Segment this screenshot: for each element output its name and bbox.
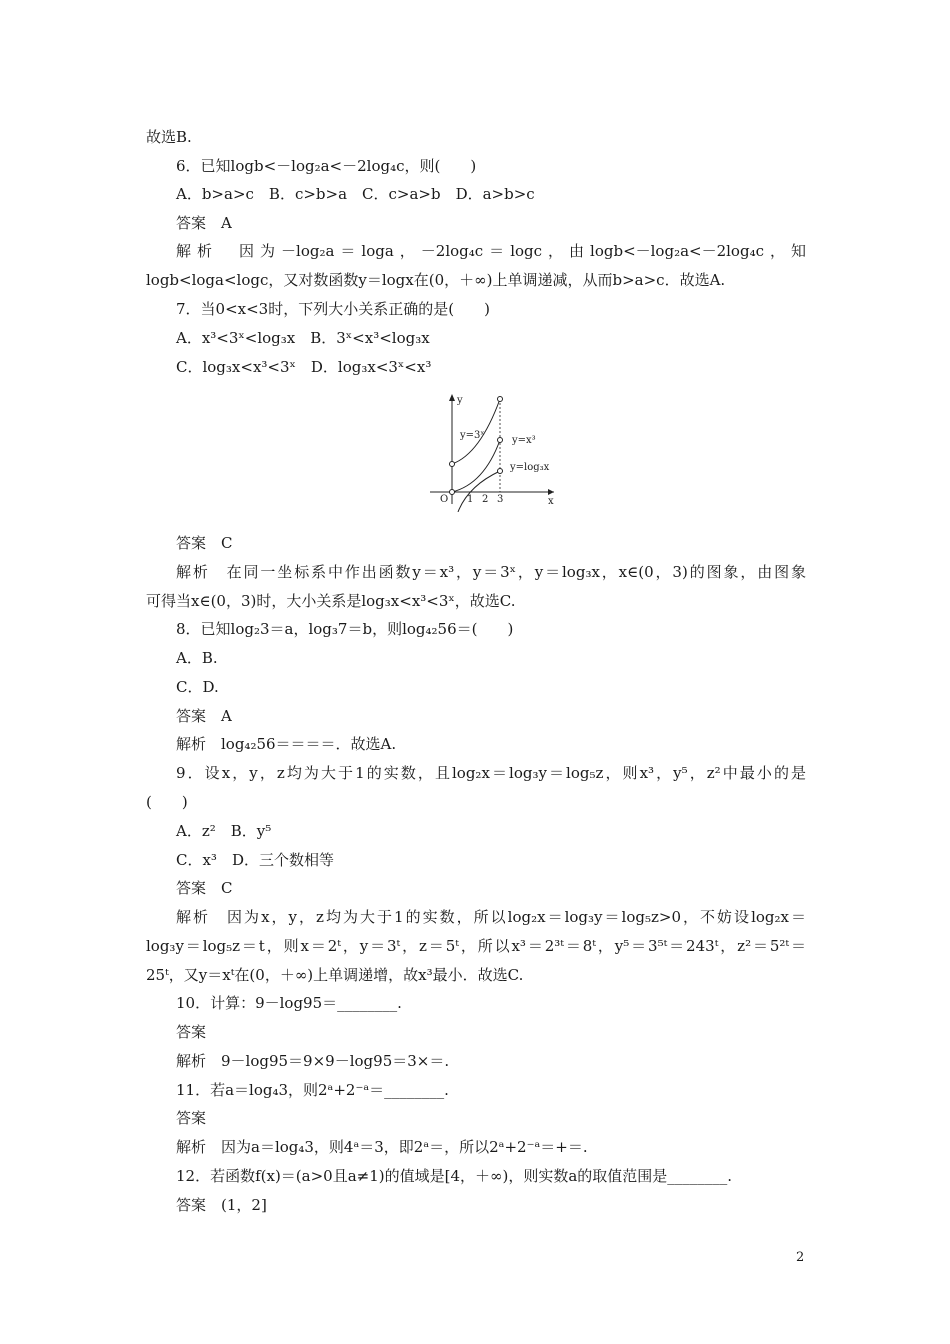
- question-10: 10．计算：9－log95＝________.: [176, 994, 402, 1012]
- options-8b: C．D.: [176, 678, 219, 696]
- options-7b: C．log₃x<x³<3ˣ D．log₃x<3ˣ<x³: [176, 358, 432, 376]
- answer-9: 答案 C: [176, 879, 233, 897]
- open-point: [498, 397, 503, 402]
- function-graph: [418, 392, 558, 512]
- open-point: [450, 490, 455, 495]
- text-line: 故选B.: [146, 128, 192, 146]
- options-9a: A．z² B．y⁵: [176, 822, 272, 840]
- text-line: logb<loga<logc，又对数函数y＝logx在(0，＋∞)上单调递减，从而b>a>c．故选A.: [146, 271, 726, 289]
- question-7: 7．当0<x<3时，下列大小关系正确的是( ): [176, 300, 490, 318]
- tick-label: 3: [497, 494, 504, 505]
- curve-cubic: [452, 440, 500, 492]
- x-arrow-icon: [548, 489, 554, 495]
- text-line: 可得当x∈(0，3)时，大小关系是log₃x<x³<3ˣ，故选C.: [146, 592, 516, 610]
- answer-11: 答案: [176, 1109, 207, 1127]
- curve-label-cubic: y=x³: [512, 435, 536, 446]
- curve-label-exponential: y=3ˣ: [460, 430, 485, 441]
- question-8: 8．已知log₂3＝a，log₃7＝b，则log₄₂56＝( ): [176, 620, 514, 638]
- answer-7: 答案 C: [176, 534, 233, 552]
- analysis-8: 解析 log₄₂56＝＝＝＝．故选A.: [176, 735, 397, 753]
- analysis-7: 解析 在同一坐标系中作出函数y＝x³，y＝3ˣ，y＝log₃x，x∈(0，3)的图象，由图象: [176, 563, 806, 581]
- origin-label: O: [440, 494, 449, 505]
- answer-8: 答案 A: [176, 707, 232, 725]
- open-point: [498, 469, 503, 474]
- options-7a: A．x³<3ˣ<log₃x B．3ˣ<x³<log₃x: [176, 329, 430, 347]
- options-9b: C．x³ D．三个数相等: [176, 851, 334, 869]
- open-point: [450, 462, 455, 467]
- x-axis-label: x: [548, 496, 554, 507]
- options-8a: A．B.: [176, 649, 218, 667]
- question-11: 11．若a＝log₄3，则2ᵃ+2⁻ᵃ＝________.: [176, 1081, 449, 1099]
- question-12: 12．若函数f(x)＝(a>0且a≠1)的值域是[4，＋∞)，则实数a的取值范围是________.: [176, 1167, 733, 1185]
- text-line: 25ᵗ，又y＝xᵗ在(0，＋∞)上单调递增，故x³最小．故选C.: [146, 966, 524, 984]
- answer-10: 答案: [176, 1023, 207, 1041]
- curve-label-logarithm: y=log₃x: [510, 462, 550, 473]
- y-axis-label: y: [457, 395, 463, 406]
- open-point: [498, 438, 503, 443]
- options-6: A．b>a>c B．c>b>a C．c>a>b D．a>b>c: [176, 185, 535, 203]
- tick-label: 2: [482, 494, 489, 505]
- answer-6: 答案 A: [176, 214, 232, 232]
- y-arrow-icon: [449, 394, 455, 401]
- answer-12: 答案 (1，2]: [176, 1196, 267, 1214]
- text-line: log₃y＝log₅z＝t，则x＝2ᵗ，y＝3ᵗ，z＝5ᵗ，所以x³＝2³ᵗ＝8ᵗ，y⁵＝3⁵ᵗ＝243ᵗ，z²＝5²ᵗ＝: [146, 937, 806, 955]
- analysis-11: 解析 因为a＝log₄3，则4ᵃ＝3，即2ᵃ＝，所以2ᵃ+2⁻ᵃ＝+＝.: [176, 1138, 588, 1156]
- question-6: 6．已知logb<－log₂a<－2log₄c，则( ): [176, 157, 477, 175]
- tick-label: 1: [467, 494, 474, 505]
- analysis-6: 解析 因为－log₂a＝loga，－2log₄c＝logc，由logb<－log₂a<－2log₄c，知: [176, 242, 806, 260]
- text-line: ( ): [146, 793, 188, 811]
- analysis-9: 解析 因为x，y，z均为大于1的实数，所以log₂x＝log₃y＝log₅z>0，不妨设log₂x＝: [176, 908, 806, 926]
- page-number: 2: [796, 1250, 805, 1265]
- analysis-10: 解析 9－log95＝9×9－log95＝3×＝.: [176, 1052, 450, 1070]
- question-9: 9．设x，y，z均为大于1的实数，且log₂x＝log₃y＝log₅z，则x³，y⁵，z²中最小的是: [176, 764, 806, 782]
